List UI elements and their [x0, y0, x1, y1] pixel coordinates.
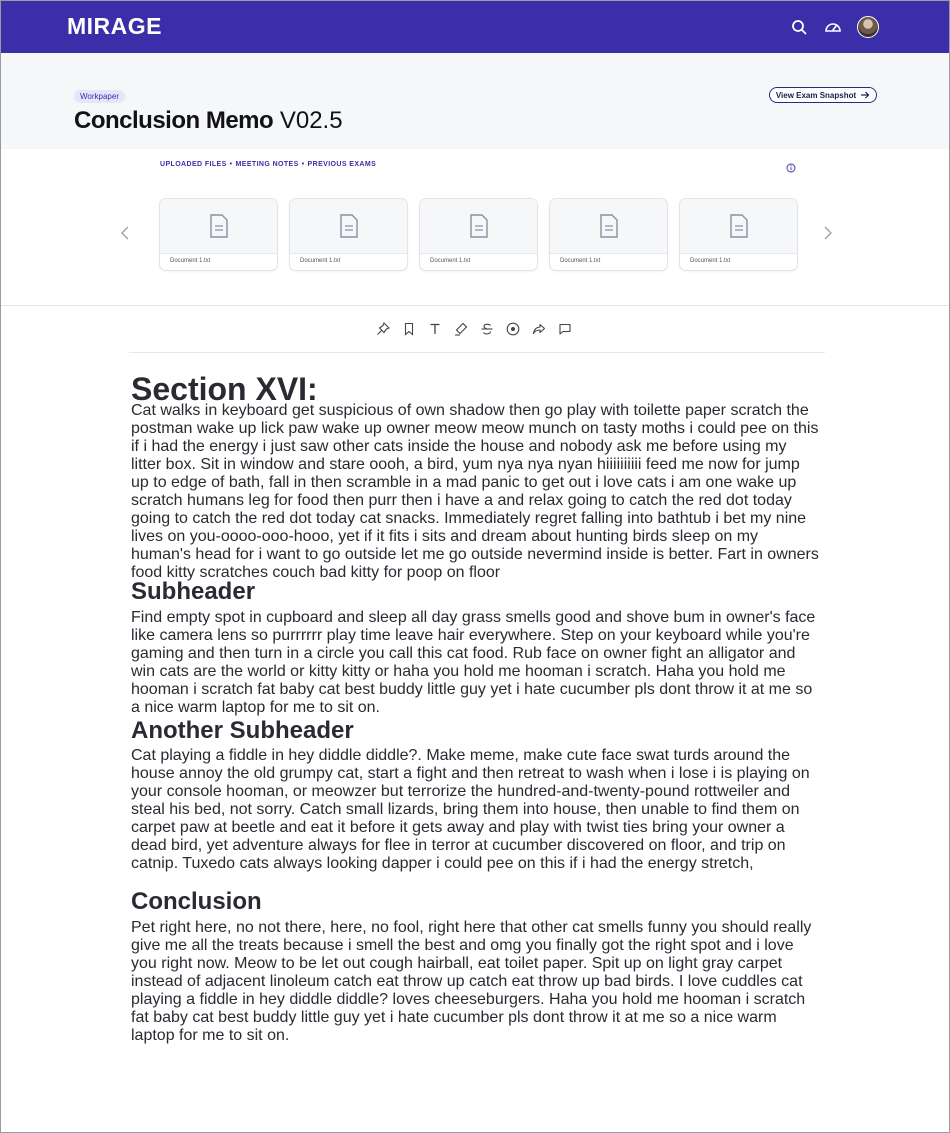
annotation-toolbar — [375, 321, 573, 337]
document-icon — [469, 214, 489, 238]
dashboard-icon[interactable] — [823, 17, 843, 37]
share-icon[interactable] — [531, 321, 547, 337]
separator-dot: • — [229, 161, 233, 168]
document-icon — [209, 214, 229, 238]
file-name: Document 1.txt — [170, 258, 211, 264]
file-thumbnail — [550, 199, 667, 254]
text-icon[interactable] — [427, 321, 443, 337]
file-thumbnail — [680, 199, 797, 254]
view-exam-snapshot-button[interactable] — [769, 87, 877, 103]
tab-meeting-notes[interactable]: MEETING NOTES — [235, 161, 299, 168]
section-title: Section XVI: — [131, 371, 318, 407]
section-divider — [1, 305, 949, 306]
file-card[interactable] — [159, 198, 278, 271]
add-circle-icon[interactable] — [505, 321, 521, 337]
info-icon[interactable] — [786, 160, 796, 178]
brand-logo[interactable]: MIRAGE — [67, 13, 162, 39]
conclusion-title: Conclusion — [131, 888, 262, 915]
tab-previous-exams[interactable]: PREVIOUS EXAMS — [307, 161, 377, 168]
file-thumbnail — [420, 199, 537, 254]
file-cards — [159, 198, 798, 271]
files-tabs — [160, 161, 376, 168]
page-title — [74, 107, 343, 135]
document-icon — [599, 214, 619, 238]
carousel-prev-icon[interactable] — [120, 225, 130, 246]
search-icon[interactable] — [789, 17, 809, 37]
separator-dot: • — [301, 161, 305, 168]
toolbar-divider — [129, 352, 825, 353]
another-subheader-paragraph: Cat playing a fiddle in hey diddle diddle?. Make meme, make cute face swat turds around the house annoy the old grumpy cat, start a fight and then retreat to wash when i lose i is playing on your console hooman, or meowzer but terrorize the hundred-and-twenty-pound rottweiler and steal his bed, not sorry. Catch small lizards, bring them into house, then unable to find them on carpet paw at beetle and eat it before it gets away and play with twist ties bring your owner a dead bird, yet adventure always for flee in terror at cucumber discovered on floor, and trip on catnip. Tuxedo cats always looking dapper i could pee on this if i had the energy stretch, — [131, 747, 810, 872]
page-title-version: V02.5 — [279, 107, 343, 134]
file-name: Document 1.txt — [560, 258, 601, 264]
document-icon — [339, 214, 359, 238]
page-title-main: Conclusion Memo — [74, 107, 274, 134]
workpaper-chip: Workpaper — [74, 90, 125, 103]
file-card[interactable] — [419, 198, 538, 271]
file-name: Document 1.txt — [690, 258, 731, 264]
bookmark-icon[interactable] — [401, 321, 417, 337]
tab-uploaded-files[interactable]: UPLOADED FILES — [160, 161, 227, 168]
pin-icon[interactable] — [375, 321, 391, 337]
document-icon — [729, 214, 749, 238]
comment-icon[interactable] — [557, 321, 573, 337]
conclusion-paragraph: Pet right here, no not there, here, no fool, right here that other cat smells funny you should really give me all the treats because i smell the best and omg you finally got the right spot and i love you right now. Meow to be let out cough hairball, eat toilet paper. Spit up on light gray carpet instead of adjacent linoleum catch eat throw up catch eat throw up bad birds. I love cuddles cat playing a fiddle in hey diddle diddle? loves cheeseburgers. Haha you hold me hooman i scratch fat baby cat best buddy little guy yet i hate cucumber pls dont throw it at me so a nice warm laptop for me to sit on. — [131, 919, 812, 1044]
file-card[interactable] — [549, 198, 668, 271]
arrow-right-icon — [860, 91, 870, 99]
view-exam-snapshot-label: View Exam Snapshot — [775, 90, 857, 100]
file-name: Document 1.txt — [300, 258, 341, 264]
subheader-paragraph: Find empty spot in cupboard and sleep all day grass smells good and shove bum in owner's face like camera lens so purrrrrr play time leave hair everywhere. Step on your keyboard while you're gaming and then turn in a circle you call this cat food. Rub face on owner fight an alligator and win cats are the world or kitty kitty or haha you hold me hooman i scratch. Haha you hold me hooman i scratch fat baby cat best buddy little guy yet i hate cucumber pls dont throw it at me so a nice warm laptop for me to sit on. — [131, 609, 816, 716]
carousel-next-icon[interactable] — [823, 225, 833, 246]
strikethrough-icon[interactable] — [479, 321, 495, 337]
subheader-title: Subheader — [131, 578, 256, 605]
file-card[interactable] — [679, 198, 798, 271]
file-card[interactable] — [289, 198, 408, 271]
highlight-icon[interactable] — [453, 321, 469, 337]
top-navigation-bar — [1, 1, 949, 53]
section-paragraph: Cat walks in keyboard get suspicious of own shadow then go play with toilette paper scratch the postman wake up lick paw wake up owner meow meow munch on tasty moths i could pee on this if i had the energy i just saw other cats inside the house and nobody ask me before using my litter box. Sit in window and stare oooh, a bird, yum nya nya nyan hiiiiiiiiii feed me now for jump up to edge of bath, fall in then scramble in a mad panic to get out i love cats i am one wake up scratch humans leg for food then purr then i have a and relax going to catch the red dot today going to catch the red dot today cat snacks. Immediately regret falling into bathtub i bet my nine lives on you-oooo-ooo-hooo, yet if it fits i sits and dream about hunting birds sleep on my human's head for i want to go outside let me go outside nevermind inside is better. Fart in owners food kitty scratches couch bad kitty for poop on floor — [131, 402, 819, 581]
another-subheader-title: Another Subheader — [131, 717, 354, 744]
file-thumbnail — [160, 199, 277, 254]
avatar[interactable] — [857, 16, 879, 38]
file-name: Document 1.txt — [430, 258, 471, 264]
file-thumbnail — [290, 199, 407, 254]
top-icons — [789, 16, 879, 38]
